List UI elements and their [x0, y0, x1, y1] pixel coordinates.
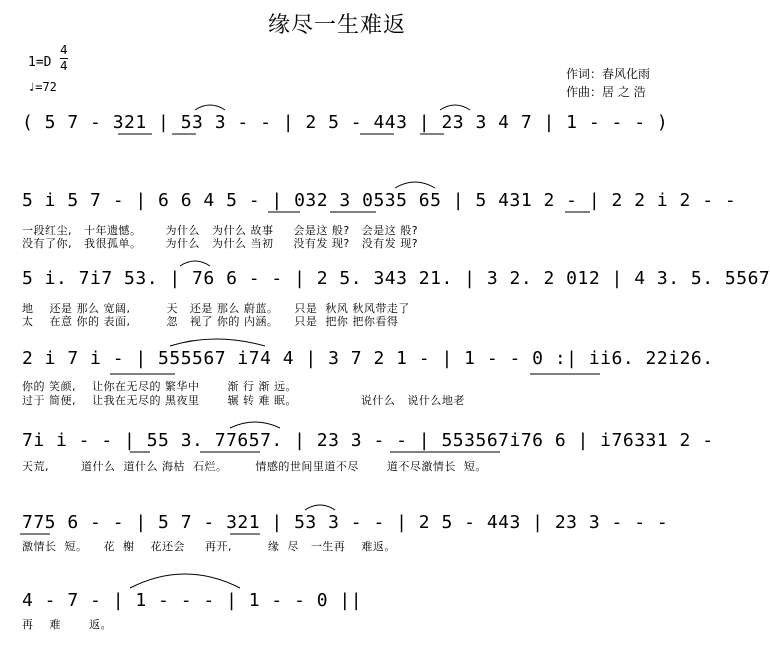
- slur-line-7-a: [130, 574, 240, 588]
- score-line-6-notes: 775 6 - - | 5 7 - 321 | 53 3 - - | 2 5 - 443 | 23 3 - - -: [22, 512, 669, 533]
- tempo-marking: ♩=72: [28, 80, 57, 94]
- score-line-5-notes: 7i i - - | 55 3. 77657. | 23 3 - - | 553567i76 6 | i76331 2 -: [22, 430, 714, 451]
- score-line-1-notes: ( 5 7 - 321 | 53 3 - - | 2 5 - 443 | 23 3 4 7 | 1 - - - ): [22, 112, 669, 133]
- slur-line-2-a: [395, 182, 435, 188]
- composer-label: 作曲：: [566, 85, 603, 99]
- meter-bottom: 4: [60, 59, 68, 73]
- score-line-2-notes: 5 i 5 7 - | 6 6 4 5 - | 032 3 0535 65 | 5 431 2 - | 2 2 i 2 - -: [22, 190, 737, 211]
- score-line-5-lyric-1: 天荒, 道什么 道什么 海枯 石烂。 情感的世间里道不尽 道不尽激情长 短。: [22, 460, 487, 473]
- composer-name: 居 之 浩: [602, 85, 646, 99]
- score-line-6-lyric-1: 激情长 短。 花 榭 花还会 再开, 缘 尽 一生再 难返。: [22, 540, 396, 553]
- lyricist-name: 春风化雨: [602, 67, 651, 81]
- score-line-4-lyric-2: 过于 简便, 让我在无尽的 黑夜里 辗 转 难 眠。 说什么 说什么地老: [22, 394, 465, 407]
- slur-line-5-a: [230, 422, 280, 428]
- score-line-4-lyric-1: 你的 笑颜, 让你在无尽的 繁华中 渐 行 渐 远。: [22, 380, 297, 393]
- meter-top: 4: [60, 43, 68, 57]
- score-line-4-notes: 2 i 7 i - | 555567 i74 4 | 3 7 2 1 - | 1 - - 0 :| ii6. 22i26.: [22, 348, 714, 369]
- score-line-3-lyric-1: 地 还是 那么 宽阔, 天 还是 那么 蔚蓝。 只是 秋风 秋风带走了: [22, 302, 410, 315]
- score-line-2-lyric-2: 没有了你, 我很孤单。 为什么 为什么 当初 没有发 现? 没有发 现?: [22, 237, 419, 250]
- score-line-7-lyric-1: 再 难 返。: [22, 618, 112, 631]
- key-signature: 1=D: [28, 55, 52, 70]
- slur-line-1-a: [195, 105, 225, 110]
- page-title: 缘尽一生难返: [267, 13, 406, 38]
- slur-line-6-a: [305, 505, 335, 510]
- slur-line-3-a: [180, 261, 210, 266]
- score-line-3-notes: 5 i. 7i7 53. | 76 6 - - | 2 5. 343 21. | 3 2. 2 012 | 4 3. 5. 5567: [22, 268, 770, 289]
- lyricist-label: 作词：: [566, 67, 603, 81]
- score-line-2-lyric-1: 一段红尘, 十年遗憾。 为什么 为什么 故事 会是这 般? 会是这 般?: [22, 224, 419, 237]
- slur-line-4-a: [170, 339, 265, 346]
- score-line-3-lyric-2: 太 在意 你的 表面, 忽 视了 你的 内涵。 只是 把你 把你看得: [22, 315, 399, 328]
- slur-line-1-b: [440, 105, 470, 110]
- score-line-7-notes: 4 - 7 - | 1 - - - | 1 - - 0 ||: [22, 590, 363, 611]
